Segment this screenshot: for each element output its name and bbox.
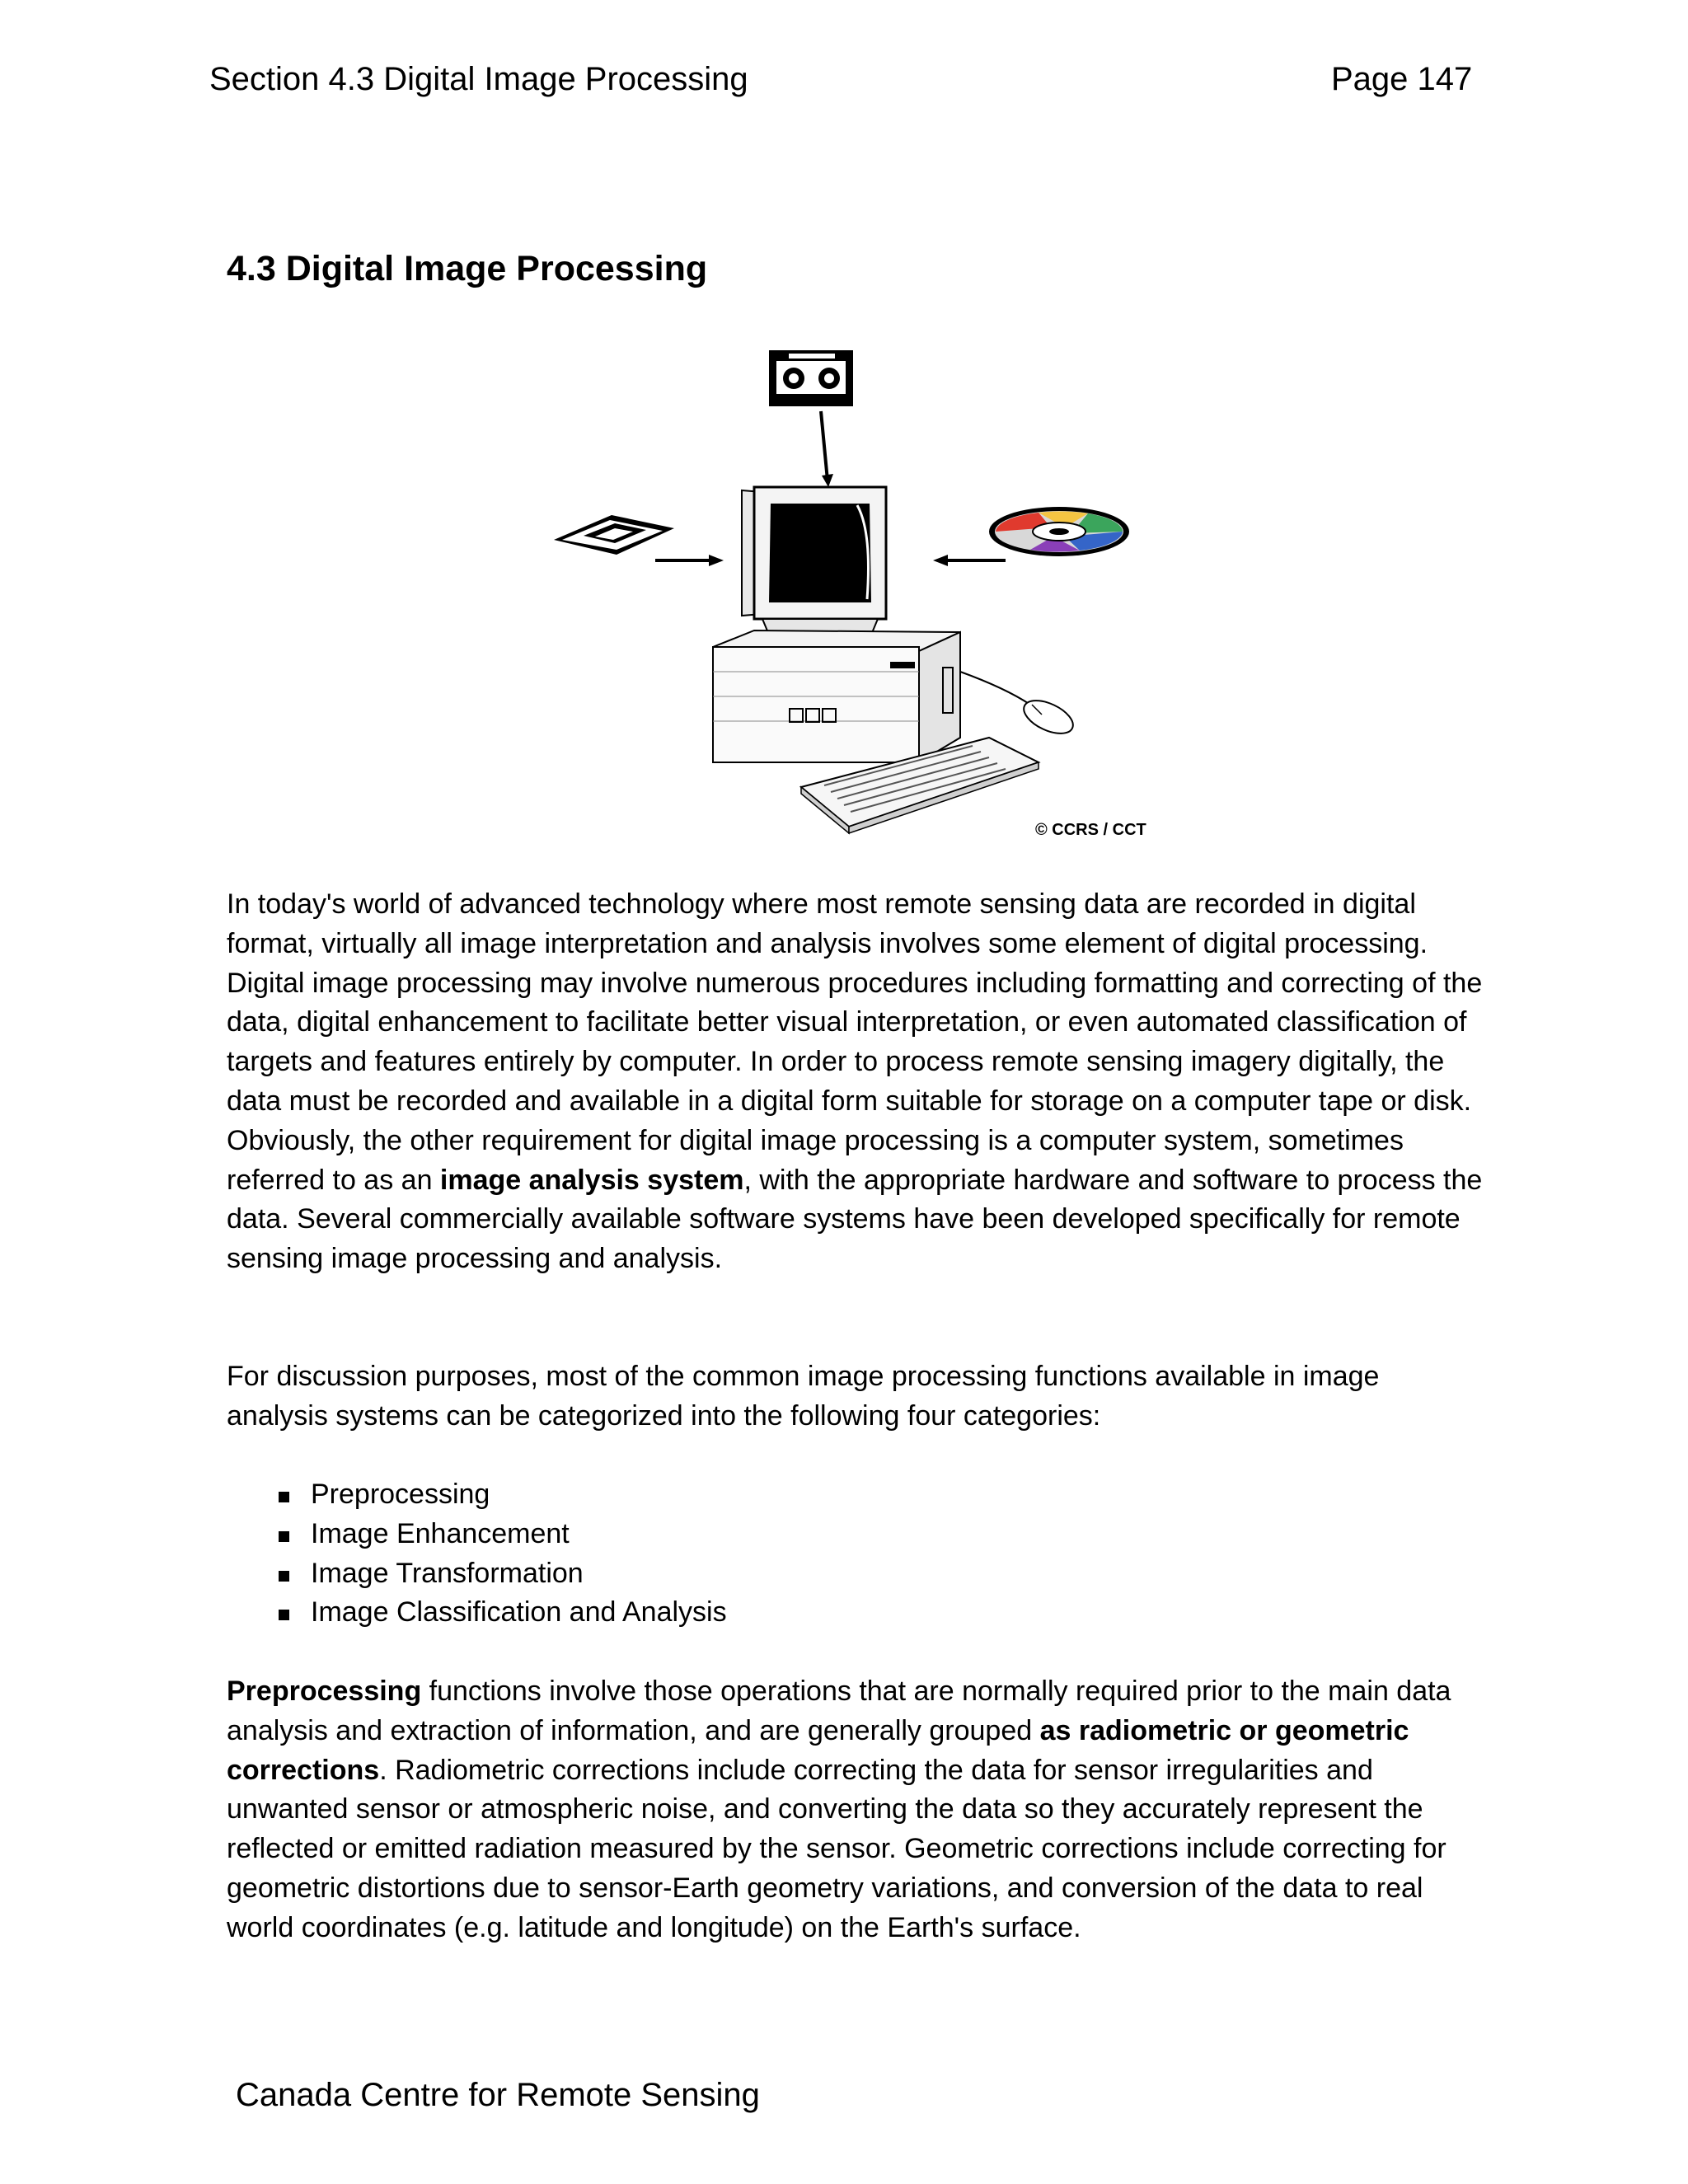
paragraph-categories-intro: For discussion purposes, most of the common image processing functions available in image analysis systems can be categorized into the following four categories:: [227, 1361, 1380, 1432]
running-header-section: Section 4.3 Digital Image Processing: [209, 61, 748, 97]
bullet-square-icon: [279, 1571, 289, 1582]
page-footer: Canada Centre for Remote Sensing: [236, 2077, 760, 2113]
categories-list: [276, 1475, 727, 1633]
mouse-icon: [1019, 694, 1078, 740]
term-radiometric-geometric-corrections: as radiometric or geometric corrections: [227, 1714, 1409, 1786]
paragraph-preprocessing-text-1: functions involve those operations that are normally required prior to the main data analysis and extraction of information, and are generally grouped: [227, 1675, 1451, 1746]
list-item-text: Image Transformation: [311, 1557, 584, 1589]
list-item-text: Preprocessing: [311, 1479, 490, 1510]
term-image-analysis-system: image analysis system: [439, 1164, 744, 1196]
bullet-square-icon: [279, 1531, 289, 1542]
paragraph-intro-text-1: In today's world of advanced technology where most remote sensing data are recorded in digital format, virtually all image interpretation and analysis involves some element of digital processing. Digital image processing may involve numerous procedures including formatting and correcting of the data, digital enhancement to facilitate better visual interpretation, or even automated classification of targets and features entirely by computer. In order to process remote sensing imagery digitally, the data must be recorded and available in a digital form suitable for storage on a computer tape or disk. Obviously, the other requirement for digital image processing is a computer system, sometimes referred to as an: [227, 888, 1483, 1196]
bullet-square-icon: [279, 1610, 289, 1620]
paragraph-preprocessing-text-2: . Radiometric corrections include correcting the data for sensor irregularities and unwanted sensor or atmospheric noise, and converting the data so they accurately represent the reflected or emitted radiation measured by the sensor. Geometric corrections include correcting for geometric distortions due to sensor-Earth geometry variations, and conversion of the data to real world coordinates (e.g. latitude and longitude) on the Earth's surface.: [227, 1754, 1447, 1943]
term-preprocessing: Preprocessing: [227, 1675, 422, 1707]
list-item: [276, 1554, 727, 1594]
list-item: [276, 1593, 727, 1633]
list-item: [276, 1475, 727, 1515]
paragraph-preprocessing: [227, 1672, 1484, 1948]
section-title: 4.3 Digital Image Processing: [227, 249, 708, 288]
list-item-text: Image Classification and Analysis: [311, 1596, 727, 1629]
list-item-text: Image Enhancement: [311, 1517, 570, 1549]
monitor-icon: [742, 487, 886, 639]
computer-case-icon: [713, 630, 960, 762]
cd-disc-icon: [989, 507, 1129, 556]
floppy-disk-icon: [554, 515, 674, 555]
paragraph-intro-text-2: , with the appropriate hardware and software to process the data. Several commercially available software systems have been developed specifically for remote sensing image processing and analysis.: [227, 1164, 1483, 1275]
figure-copyright: © CCRS / CCT: [1035, 821, 1146, 839]
bullet-square-icon: [279, 1492, 289, 1502]
computer-system-illustration: [544, 342, 1179, 845]
running-header-page-number: Page 147: [1331, 61, 1473, 97]
tape-cassette-icon: [769, 350, 853, 406]
list-item: [276, 1515, 727, 1554]
paragraph-intro: [227, 885, 1484, 1279]
computer-system-figure: [544, 342, 1179, 845]
